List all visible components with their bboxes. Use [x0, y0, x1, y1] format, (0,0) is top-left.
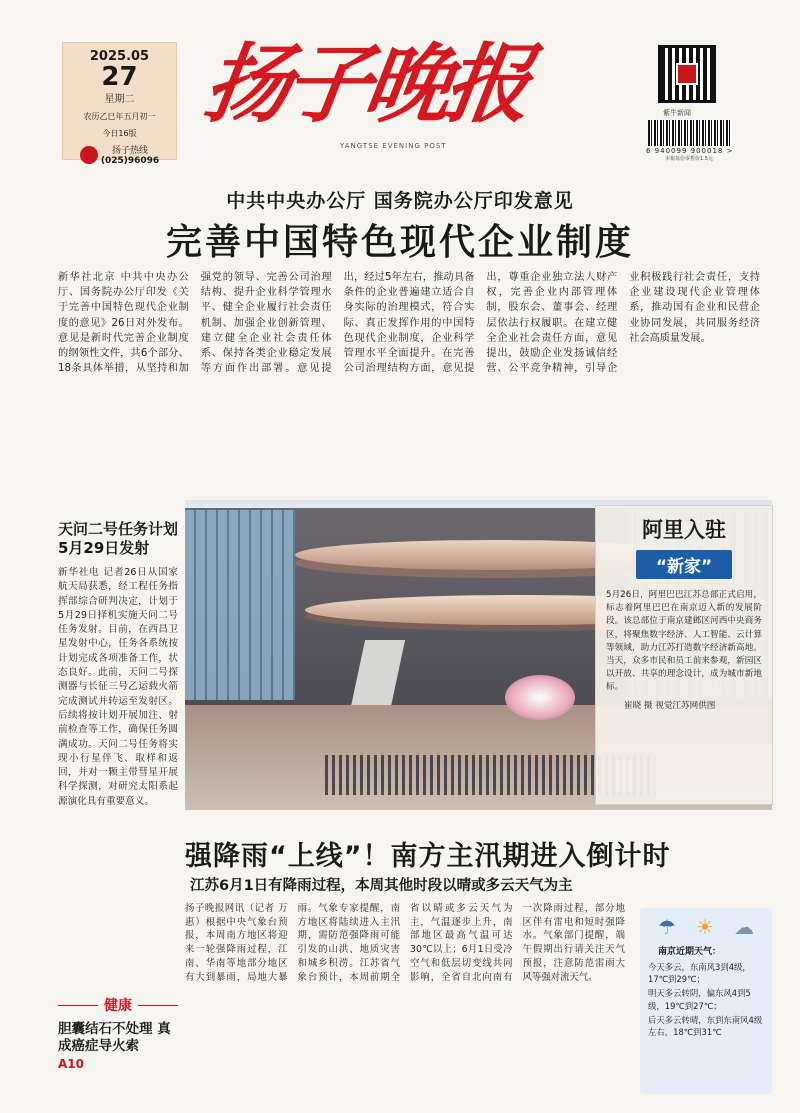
weather-title: 南京近期天气： [658, 947, 722, 957]
weather-icons [648, 916, 764, 938]
price-note: 本報每份零售价1.5元 [665, 156, 713, 162]
weather-box [640, 908, 772, 1094]
left-story [58, 520, 178, 809]
hotline-label: 扬子热线 [111, 146, 148, 156]
weather-today: 今天多云，东南风3到4级，17℃到29℃； [648, 962, 751, 985]
ali-body: 5月26日，阿里巴巴江苏总部正式启用，标志着阿里巴巴在南京迈入新的发展阶段。该总部位于南京建邺区河西中央商务区，将聚焦数字经济、人工智能、云计算等领域，助力江苏打造数字经济新高地。当天，众多市民和员工前来参观，新园区以开放、共享的理念设计，成为城市新地标。 [606, 590, 762, 693]
photo-credit: 崔晓 摄 视觉江苏网供图 [624, 700, 716, 711]
barcode-number: 6 940099 900018 > [646, 147, 734, 155]
date-box [62, 42, 177, 166]
lunar-date: 农历乙巳年五月初一 [83, 112, 156, 121]
qr-logo-icon [676, 63, 698, 85]
newspaper-brand-logo: 扬子晚报 [197, 34, 533, 135]
cloud-icon: ☁ [733, 915, 754, 939]
brand-subtitle: YANGTSE EVENING POST [340, 142, 447, 150]
hotline [63, 143, 176, 166]
hotline-logo-icon [80, 146, 98, 164]
weather-day-after: 后天多云转晴，东到东南风4级左右，18℃到31℃ [648, 1014, 763, 1038]
health-title[interactable]: 胆囊结石不处理 真成癌症导火索 [58, 1021, 171, 1054]
barcode-icon [648, 120, 732, 146]
sun-icon: ☀ [695, 915, 714, 939]
issue-weekday: 星期二 [104, 94, 135, 105]
rain-headline[interactable]: 强降雨“上线”！南方主汛期进入倒计时 [185, 841, 671, 872]
ali-photo-caption-box [595, 505, 773, 805]
rain-icon: ☂ [658, 915, 676, 939]
lead-kicker: 中共中央办公厅 国务院办公厅印发意见 [226, 190, 574, 212]
rain-body: 扬子晚报网讯（记者 万惠）根据中央气象台预报，本周南方地区将迎来一轮强降雨过程，江南、华南等地部分地区有大到暴雨，局地大暴雨。气象专家提醒，南方地区将陆续进入主汛期，需防范强降雨可能引发的山洪、地质灾害和城乡积涝。江苏省气象台预计，本周前期全省以晴或多云天气为主，气温逐步上升，南部地区最高气温可达30℃以上；6月1日受冷空气和低层切变线共同影响，全省自北向南有一次降雨过程，部分地区伴有雷电和短时强降水。气象部门提醒，端午假期出行请关注天气预报，注意防范雷雨大风等强对流天气。 [185, 903, 625, 983]
ali-subtitle: “新家” [636, 550, 732, 579]
health-teaser[interactable] [58, 995, 178, 1071]
left-story-title[interactable]: 天问二号任务计划5月29日发射 [58, 520, 179, 557]
page-count: 今日16版 [102, 129, 137, 138]
lead-headline[interactable]: 完善中国特色现代企业制度 [165, 222, 634, 263]
hotline-number: (025)96096 [100, 156, 160, 166]
masthead [0, 0, 800, 166]
lead-body: 新华社北京 中共中央办公厅、国务院办公厅印发《关于完善中国特色现代企业制度的意见》26日对外发布。意见是新时代完善企业制度的纲领性文件，共6个部分、18条具体举措，从坚持和加强党的领导、完善公司治理结构、提升企业科学管理水平、健全企业履行社会责任机制、加强企业创新管理、建立健全企业社会责任体系、保持各类企业稳定发展等方面作出部署。意见提出，经过5年左右，推动具备条件的企业普遍建立适合自身实际的治理模式，符合实际、真正发挥作用的中国特色现代企业制度，企业科学管理水平全面提升。在完善公司治理结构方面，意见提出，尊重企业独立法人财产权，完善企业内部管理体制，股东会、董事会、经理层依法行权履职。在建立健全企业社会责任方面，意见提出，鼓励企业发扬诚信经营、公平竞争精神，引导企业积极践行社会责任，支持企业建设现代企业管理体系，推动国有企业和民营企业协同发展，共同服务经济社会高质量发展。 [58, 272, 760, 375]
health-page-ref: A10 [58, 1057, 84, 1071]
ali-title[interactable]: 阿里入驻 [642, 518, 726, 542]
health-tag: 健康 [58, 995, 178, 1015]
weather-tomorrow: 明天多云转阴，偏东风4到5级，19℃到27℃； [648, 988, 751, 1011]
qr-caption: 紫牛新闻 [663, 109, 691, 117]
left-story-body: 新华社电 记者26日从国家航天局获悉，经工程任务指挥部综合研判决定，计划于5月29日择机实施天问二号任务发射。目前，在西昌卫星发射中心，任务各系统按计划完成各项准备工作，状态良好。此前，天问二号探测器与长征三号乙运载火箭完成测试并转运至发射区。后续将按计划开展加注、射前检查等工作，确保任务圆满成功。天问二号任务将实现小行星伴飞、取样和返回，并对一颗主带彗星开展科学探测，对研究太阳系起源演化具有重要意义。 [58, 567, 178, 807]
issue-year-month: 2025.05 [89, 49, 150, 64]
issue-day: 27 [101, 62, 138, 92]
rain-subheadline: 江苏6月1日有降雨过程，本周其他时段以晴或多云天气为主 [190, 878, 573, 894]
